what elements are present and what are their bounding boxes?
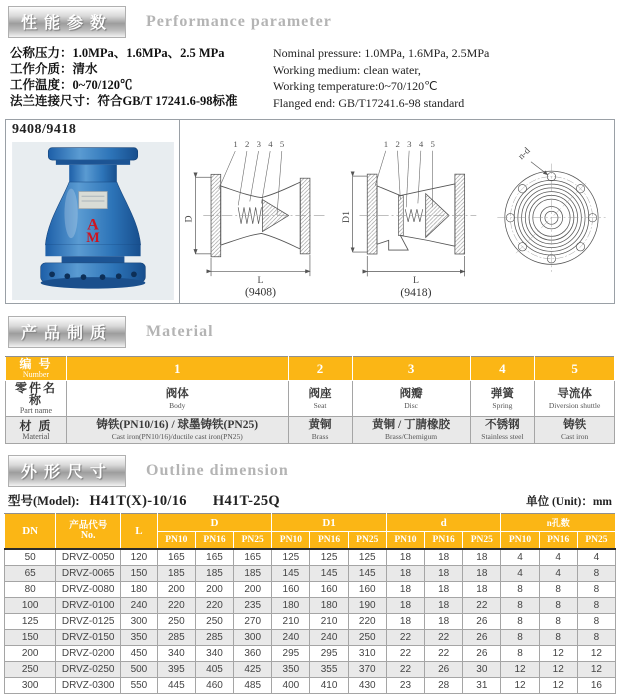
material-row-label bbox=[6, 417, 67, 444]
dimension-value-cell: 360 bbox=[234, 646, 272, 662]
dimension-value-cell: 185 bbox=[157, 566, 195, 582]
dimension-value-cell: 145 bbox=[272, 566, 310, 582]
dimension-value-cell: 355 bbox=[310, 662, 348, 678]
label-en: Number bbox=[22, 370, 50, 379]
part-name-cell bbox=[352, 381, 470, 417]
unit-label: 单位 (Unit)：mm bbox=[526, 496, 612, 508]
model-number-label: 9408/9418 bbox=[12, 122, 77, 137]
col-pn: PN16 bbox=[310, 532, 348, 550]
part-cn: 阀座 bbox=[308, 387, 332, 400]
section-drawing-9408 bbox=[180, 134, 340, 300]
dimension-value-cell: 400 bbox=[272, 678, 310, 694]
material-cell bbox=[470, 417, 535, 444]
dn-cell: 100 bbox=[5, 598, 56, 614]
dimension-value-cell: 395 bbox=[157, 662, 195, 678]
dn-cell: 125 bbox=[5, 614, 56, 630]
dimension-value-cell: 500 bbox=[121, 662, 158, 678]
col-dn: DN bbox=[5, 514, 56, 550]
dimension-value-cell: 26 bbox=[425, 662, 463, 678]
dimension-value-cell: 180 bbox=[272, 598, 310, 614]
dimension-value-cell: 450 bbox=[121, 646, 158, 662]
dimension-value-cell: 31 bbox=[463, 678, 501, 694]
dimension-value-cell: 285 bbox=[157, 630, 195, 646]
product-box bbox=[5, 119, 615, 304]
dimension-value-cell: 430 bbox=[348, 678, 386, 694]
dimension-value-cell: 8 bbox=[501, 582, 539, 598]
part-number: 4 bbox=[418, 138, 424, 149]
part-en: Body bbox=[169, 400, 186, 410]
col-pn: PN10 bbox=[501, 532, 539, 550]
model-value: H41T(X)-10/16 bbox=[89, 493, 187, 509]
valve-photo bbox=[6, 138, 179, 303]
part-cn: 导流体 bbox=[557, 387, 592, 400]
dimension-badge: 外形尺寸 bbox=[8, 455, 126, 487]
dimension-value-cell: 165 bbox=[195, 549, 233, 566]
dimension-value-cell: 160 bbox=[310, 582, 348, 598]
dimension-value-cell: 220 bbox=[157, 598, 195, 614]
label-en: Material bbox=[22, 431, 50, 441]
dimension-value-cell: 300 bbox=[234, 630, 272, 646]
material-cell bbox=[66, 417, 288, 444]
performance-title-en: Performance parameter bbox=[146, 13, 332, 30]
dimension-value-cell: 160 bbox=[348, 582, 386, 598]
dimension-value-cell: 12 bbox=[501, 678, 539, 694]
dim-label-l: L bbox=[412, 275, 419, 287]
dimension-value-cell: 235 bbox=[234, 598, 272, 614]
dn-cell: 65 bbox=[5, 566, 56, 582]
table-row bbox=[5, 630, 616, 646]
dimension-value-cell: 18 bbox=[425, 549, 463, 566]
logo-letter-m: M bbox=[85, 229, 100, 246]
dimension-value-cell: 12 bbox=[577, 646, 615, 662]
dimension-value-cell: 26 bbox=[463, 614, 501, 630]
col-l: L bbox=[121, 514, 158, 550]
valve-nameplate bbox=[78, 191, 107, 208]
dimension-value-cell: 190 bbox=[348, 598, 386, 614]
spec-cn-line: 公称压力：1.0MPa、1.6MPa、2.5 MPa bbox=[10, 46, 225, 60]
dimension-value-cell: 300 bbox=[121, 614, 158, 630]
part-number: 3 bbox=[407, 138, 412, 149]
product-code-cell: DRVZ-0150 bbox=[56, 630, 121, 646]
dimension-value-cell: 350 bbox=[121, 630, 158, 646]
dimension-value-cell: 445 bbox=[157, 678, 195, 694]
material-cell bbox=[288, 417, 352, 444]
dimension-value-cell: 22 bbox=[463, 598, 501, 614]
dimension-value-cell: 12 bbox=[539, 646, 577, 662]
mat-en: Cast iron(PN10/16)/ductile cast iron(PN25) bbox=[111, 432, 243, 441]
drawing-caption-9408: (9408) bbox=[244, 285, 276, 299]
dimension-value-cell: 26 bbox=[463, 630, 501, 646]
dimension-value-cell: 220 bbox=[348, 614, 386, 630]
col-pn: PN25 bbox=[463, 532, 501, 550]
col-pn: PN25 bbox=[577, 532, 615, 550]
mat-cn: 不锈钢 bbox=[485, 419, 520, 431]
col-group-d-small: d bbox=[386, 514, 501, 532]
dimension-value-cell: 8 bbox=[577, 614, 615, 630]
dimension-table bbox=[4, 513, 616, 694]
dimension-value-cell: 165 bbox=[234, 549, 272, 566]
dimension-value-cell: 8 bbox=[539, 614, 577, 630]
spec-cn-line: 工作介质：清水 bbox=[10, 62, 98, 76]
specs-english bbox=[273, 45, 489, 111]
dimension-value-cell: 4 bbox=[539, 549, 577, 566]
dimension-value-cell: 425 bbox=[234, 662, 272, 678]
dim-label-l: L bbox=[257, 274, 264, 286]
dimension-value-cell: 8 bbox=[501, 630, 539, 646]
dimension-value-cell: 8 bbox=[577, 566, 615, 582]
label-cn: 编 号 bbox=[19, 357, 53, 371]
dimension-value-cell: 18 bbox=[463, 582, 501, 598]
dimension-value-cell: 180 bbox=[121, 582, 158, 598]
table-row bbox=[5, 582, 616, 598]
dimension-value-cell: 4 bbox=[539, 566, 577, 582]
part-number: 5 bbox=[279, 139, 285, 150]
dimension-value-cell: 8 bbox=[577, 582, 615, 598]
spec-en-line: Flanged end: GB/T17241.6-98 standard bbox=[273, 95, 465, 110]
dimension-value-cell: 145 bbox=[348, 566, 386, 582]
dimension-value-cell: 240 bbox=[310, 630, 348, 646]
spec-en-line: Nominal pressure: 1.0MPa, 1.6MPa, 2.5MPa bbox=[273, 46, 490, 60]
col-pn: PN16 bbox=[539, 532, 577, 550]
dimension-value-cell: 220 bbox=[195, 598, 233, 614]
dimension-value-cell: 22 bbox=[386, 630, 424, 646]
product-code-cell: DRVZ-0300 bbox=[56, 678, 121, 694]
dimension-value-cell: 8 bbox=[577, 598, 615, 614]
mat-en: Cast iron bbox=[560, 432, 589, 441]
dn-cell: 300 bbox=[5, 678, 56, 694]
dimension-value-cell: 125 bbox=[348, 549, 386, 566]
dimension-table-body bbox=[5, 549, 616, 694]
dimension-value-cell: 410 bbox=[310, 678, 348, 694]
table-row bbox=[5, 678, 616, 694]
model-value: H41T-25Q bbox=[212, 493, 280, 509]
dimension-value-cell: 185 bbox=[234, 566, 272, 582]
mat-en: Brass bbox=[311, 432, 329, 441]
dimension-value-cell: 340 bbox=[157, 646, 195, 662]
material-table bbox=[5, 356, 615, 444]
spec-en-line: Working medium: clean water, bbox=[273, 62, 421, 77]
dn-cell: 250 bbox=[5, 662, 56, 678]
product-code-cell: DRVZ-0065 bbox=[56, 566, 121, 582]
dimension-value-cell: 240 bbox=[121, 598, 158, 614]
dimension-value-cell: 550 bbox=[121, 678, 158, 694]
model-label: 型号(Model): bbox=[8, 494, 80, 508]
spec-cn-line: 法兰连接尺寸：符合GB/T 17241.6-98标准 bbox=[10, 94, 238, 108]
dimension-value-cell: 18 bbox=[425, 598, 463, 614]
dimension-value-cell: 180 bbox=[310, 598, 348, 614]
dimension-value-cell: 22 bbox=[386, 662, 424, 678]
dimension-value-cell: 200 bbox=[157, 582, 195, 598]
dimension-value-cell: 270 bbox=[234, 614, 272, 630]
dimension-header bbox=[0, 444, 620, 487]
col-group-n: n孔数 bbox=[501, 514, 616, 532]
material-title-en: Material bbox=[146, 323, 214, 340]
dimension-value-cell: 150 bbox=[121, 566, 158, 582]
dimension-value-cell: 18 bbox=[463, 566, 501, 582]
dimension-value-cell: 18 bbox=[386, 582, 424, 598]
dimension-value-cell: 12 bbox=[577, 662, 615, 678]
material-header bbox=[0, 304, 620, 348]
dimension-value-cell: 22 bbox=[425, 630, 463, 646]
dimension-value-cell: 18 bbox=[425, 614, 463, 630]
part-index: 3 bbox=[352, 357, 470, 381]
table-row bbox=[5, 549, 616, 566]
part-name-cell bbox=[470, 381, 535, 417]
dimension-value-cell: 4 bbox=[501, 566, 539, 582]
part-name-cell bbox=[66, 381, 288, 417]
mat-en: Brass/Chemigum bbox=[385, 432, 438, 441]
part-index: 1 bbox=[66, 357, 288, 381]
part-number: 4 bbox=[268, 139, 273, 150]
specs-chinese bbox=[10, 45, 265, 111]
drawing-caption-9418: (9418) bbox=[400, 285, 432, 299]
dimension-value-cell: 4 bbox=[577, 549, 615, 566]
dimension-value-cell: 200 bbox=[195, 582, 233, 598]
dimension-value-cell: 18 bbox=[463, 549, 501, 566]
part-cn: 阀瓣 bbox=[399, 387, 423, 400]
dimension-value-cell: 18 bbox=[386, 598, 424, 614]
part-number: 1 bbox=[383, 138, 389, 149]
table-row bbox=[5, 566, 616, 582]
col-pn: PN16 bbox=[425, 532, 463, 550]
col-pn: PN10 bbox=[386, 532, 424, 550]
part-number: 5 bbox=[430, 138, 435, 149]
dimension-value-cell: 185 bbox=[195, 566, 233, 582]
dimension-value-cell: 18 bbox=[386, 614, 424, 630]
dimension-value-cell: 125 bbox=[272, 549, 310, 566]
dimension-value-cell: 485 bbox=[234, 678, 272, 694]
part-cn: 弹簧 bbox=[490, 387, 514, 400]
front-view-drawing bbox=[488, 134, 614, 294]
mat-cn: 铸铁(PN10/16) / 球墨铸铁(PN25) bbox=[96, 419, 259, 431]
dimension-value-cell: 8 bbox=[539, 582, 577, 598]
col-group-d1: D1 bbox=[272, 514, 387, 532]
part-en: Spring bbox=[492, 400, 513, 410]
drawings-cell bbox=[180, 120, 614, 303]
dn-cell: 200 bbox=[5, 646, 56, 662]
dn-cell: 150 bbox=[5, 630, 56, 646]
dimension-value-cell: 18 bbox=[425, 566, 463, 582]
dimension-value-cell: 12 bbox=[539, 678, 577, 694]
valve-photo-illustration bbox=[12, 142, 174, 300]
dimension-value-cell: 18 bbox=[386, 566, 424, 582]
part-index: 2 bbox=[288, 357, 352, 381]
spec-en-line: Working temperature:0~70/120℃ bbox=[273, 79, 438, 93]
code-en: No. bbox=[80, 530, 96, 541]
material-row-label bbox=[6, 357, 67, 381]
col-pn: PN10 bbox=[272, 532, 310, 550]
code-cn: 产品代号 bbox=[69, 521, 108, 531]
material-cell bbox=[352, 417, 470, 444]
dimension-value-cell: 210 bbox=[272, 614, 310, 630]
dimension-value-cell: 295 bbox=[272, 646, 310, 662]
col-pn: PN10 bbox=[157, 532, 195, 550]
dimension-value-cell: 23 bbox=[386, 678, 424, 694]
dimension-value-cell: 8 bbox=[539, 598, 577, 614]
dimension-value-cell: 4 bbox=[501, 549, 539, 566]
product-code-cell: DRVZ-0250 bbox=[56, 662, 121, 678]
performance-header bbox=[0, 0, 620, 38]
dimension-value-cell: 210 bbox=[310, 614, 348, 630]
dimension-value-cell: 160 bbox=[272, 582, 310, 598]
dimension-value-cell: 12 bbox=[501, 662, 539, 678]
dimension-value-cell: 28 bbox=[425, 678, 463, 694]
dimension-table-head bbox=[5, 514, 616, 550]
dimension-value-cell: 16 bbox=[577, 678, 615, 694]
product-code-cell: DRVZ-0200 bbox=[56, 646, 121, 662]
dimension-value-cell: 295 bbox=[310, 646, 348, 662]
product-code-cell: DRVZ-0050 bbox=[56, 549, 121, 566]
dimension-value-cell: 12 bbox=[539, 662, 577, 678]
part-en: Seat bbox=[313, 400, 327, 410]
col-pn: PN16 bbox=[195, 532, 233, 550]
part-number: 2 bbox=[244, 139, 250, 150]
material-badge: 产品制质 bbox=[8, 316, 126, 348]
dimension-value-cell: 250 bbox=[157, 614, 195, 630]
dimension-value-cell: 350 bbox=[272, 662, 310, 678]
performance-badge: 性能参数 bbox=[8, 6, 126, 38]
part-cn: 阀体 bbox=[165, 387, 189, 400]
table-row bbox=[5, 662, 616, 678]
dimension-value-cell: 250 bbox=[195, 614, 233, 630]
dimension-value-cell: 285 bbox=[195, 630, 233, 646]
material-cell bbox=[535, 417, 615, 444]
part-index: 4 bbox=[470, 357, 535, 381]
col-group-d: D bbox=[157, 514, 272, 532]
dn-cell: 80 bbox=[5, 582, 56, 598]
dimension-value-cell: 26 bbox=[463, 646, 501, 662]
dim-label-d: D bbox=[183, 215, 195, 223]
mat-en: Stainless steel bbox=[481, 432, 524, 441]
product-code-cell: DRVZ-0080 bbox=[56, 582, 121, 598]
photo-cell bbox=[6, 120, 180, 303]
dimension-value-cell: 8 bbox=[501, 646, 539, 662]
mat-cn: 黄铜 / 丁腈橡胶 bbox=[372, 419, 451, 431]
logo-letter-a: A bbox=[86, 216, 99, 234]
dimension-value-cell: 18 bbox=[386, 549, 424, 566]
dimension-value-cell: 120 bbox=[121, 549, 158, 566]
dimension-value-cell: 18 bbox=[425, 582, 463, 598]
part-name-cell bbox=[288, 381, 352, 417]
mat-cn: 黄铜 bbox=[308, 419, 332, 431]
dimension-value-cell: 8 bbox=[577, 630, 615, 646]
dimension-value-cell: 22 bbox=[425, 646, 463, 662]
product-code-cell: DRVZ-0100 bbox=[56, 598, 121, 614]
col-code bbox=[56, 514, 121, 550]
product-code-cell: DRVZ-0125 bbox=[56, 614, 121, 630]
label-cn: 零件名称 bbox=[14, 381, 57, 407]
part-number: 3 bbox=[256, 139, 261, 150]
dimension-value-cell: 460 bbox=[195, 678, 233, 694]
part-en: Diversion shuttle bbox=[548, 400, 601, 410]
spec-cn-line: 工作温度：0~70/120℃ bbox=[10, 78, 133, 92]
dimension-value-cell: 8 bbox=[539, 630, 577, 646]
dimension-value-cell: 310 bbox=[348, 646, 386, 662]
part-number: 2 bbox=[395, 138, 400, 149]
dimension-value-cell: 22 bbox=[386, 646, 424, 662]
dimension-value-cell: 145 bbox=[310, 566, 348, 582]
dimension-value-cell: 240 bbox=[272, 630, 310, 646]
dim-label-d1: D1 bbox=[340, 211, 352, 223]
model-line bbox=[0, 487, 620, 512]
dimension-value-cell: 200 bbox=[234, 582, 272, 598]
part-number: 1 bbox=[233, 139, 238, 150]
dimension-value-cell: 8 bbox=[501, 598, 539, 614]
label-en: Part name bbox=[19, 406, 53, 415]
dimension-value-cell: 340 bbox=[195, 646, 233, 662]
table-row bbox=[5, 598, 616, 614]
col-pn: PN25 bbox=[348, 532, 386, 550]
performance-specs bbox=[0, 38, 620, 111]
table-row bbox=[5, 646, 616, 662]
label-cn: 材 质 bbox=[19, 418, 53, 433]
dimension-value-cell: 125 bbox=[310, 549, 348, 566]
table-row bbox=[5, 614, 616, 630]
part-en: Disc bbox=[404, 400, 418, 410]
col-pn: PN25 bbox=[234, 532, 272, 550]
dimension-value-cell: 165 bbox=[157, 549, 195, 566]
part-name-cell bbox=[535, 381, 615, 417]
material-row-label bbox=[6, 381, 67, 417]
dimension-value-cell: 370 bbox=[348, 662, 386, 678]
dimension-title-en: Outline dimension bbox=[146, 462, 289, 479]
dimension-value-cell: 30 bbox=[463, 662, 501, 678]
dimension-value-cell: 405 bbox=[195, 662, 233, 678]
dimension-value-cell: 8 bbox=[501, 614, 539, 630]
dimension-value-cell: 250 bbox=[348, 630, 386, 646]
part-index: 5 bbox=[535, 357, 615, 381]
mat-cn: 铸铁 bbox=[563, 419, 587, 431]
section-drawing-9418 bbox=[340, 134, 488, 300]
dn-cell: 50 bbox=[5, 549, 56, 566]
dim-label-nd: n-d bbox=[516, 146, 533, 162]
